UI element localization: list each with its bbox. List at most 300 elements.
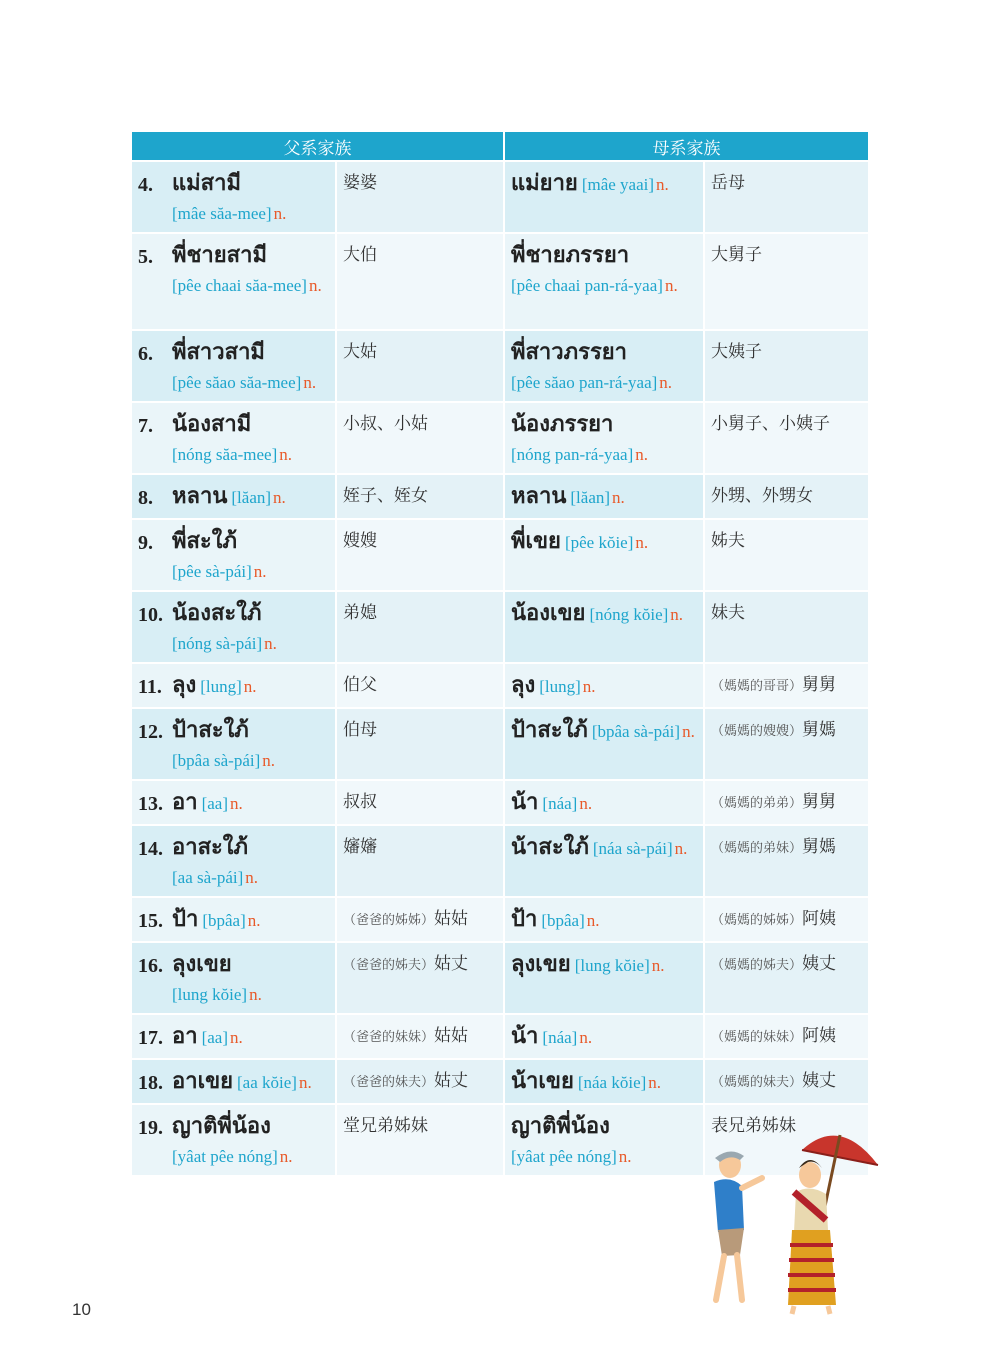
paternal-chinese-cell [337, 1058, 505, 1103]
table-row [132, 941, 868, 1013]
romanization: [aa kŏie] [237, 1073, 297, 1092]
part-of-speech: n. [648, 1073, 662, 1092]
thai-word: น้องเขย [511, 600, 586, 625]
thai-word: ญาติพี่น้อง [172, 1113, 271, 1138]
paternal-chinese-cell [337, 590, 505, 662]
thai-line [172, 409, 331, 442]
thai-line [511, 715, 699, 748]
maternal-chinese-cell [705, 329, 868, 401]
maternal-chinese-cell [705, 1013, 868, 1058]
table-row [132, 896, 868, 941]
chinese-term: 大舅子 [711, 245, 762, 264]
thai-line [511, 481, 699, 514]
maternal-thai-cell [505, 329, 705, 401]
thai-word: ป้า [511, 906, 538, 931]
entry-number: 10. [138, 604, 163, 626]
part-of-speech: n. [579, 794, 593, 813]
romanization: [bpâa sà-pái] [172, 751, 261, 770]
chinese-note: （媽媽的妹夫） [711, 1074, 803, 1089]
entry-text [172, 526, 331, 586]
romanization: [bpâa sà-pái] [591, 722, 681, 741]
chinese-term: 姑丈 [434, 1071, 469, 1090]
paternal-chinese-cell [337, 518, 505, 590]
chinese-term: 婆婆 [343, 173, 377, 192]
entry-text [172, 787, 331, 820]
chinese-term: 嫂嫂 [343, 531, 377, 550]
paternal-thai-cell [132, 1013, 337, 1058]
thai-word: น้าสะใภ้ [511, 834, 589, 859]
paternal-chinese-cell [337, 662, 505, 707]
maternal-thai-cell [505, 824, 705, 896]
romanization-line [172, 201, 331, 228]
thai-word: ลุง [172, 672, 197, 697]
chinese-term: 姑姑 [434, 1026, 469, 1045]
maternal-chinese-cell [705, 941, 868, 1013]
entry-text [172, 904, 331, 937]
thai-word: ป้าสะใภ้ [511, 717, 588, 742]
thai-word: ป้า [172, 906, 199, 931]
part-of-speech: n. [664, 276, 678, 295]
romanization-line [511, 442, 699, 469]
romanization-line [172, 748, 331, 775]
thai-line [172, 949, 331, 982]
entry-number: 6. [138, 343, 153, 365]
part-of-speech: n. [674, 839, 688, 858]
paternal-chinese-cell [337, 1103, 505, 1175]
table-row [132, 779, 868, 824]
entry-number: 9. [138, 532, 153, 554]
paternal-thai-cell [132, 896, 337, 941]
romanization: [aa] [201, 1028, 228, 1047]
entry-number: 13. [138, 793, 163, 815]
paternal-thai-cell [132, 662, 337, 707]
thai-line [172, 598, 331, 631]
romanization: [bpâa] [202, 911, 246, 930]
entry-wrapper [138, 526, 331, 586]
romanization: [nóng sà-pái] [172, 634, 263, 653]
romanization: [lung kŏie] [574, 956, 650, 975]
chinese-term: 伯母 [343, 720, 377, 739]
thai-word: พี่สาวภรรยา [511, 339, 628, 364]
chinese-term: 姨丈 [802, 954, 837, 973]
thai-word: น้องภรรยา [511, 411, 614, 436]
chinese-term: 伯父 [343, 675, 377, 694]
entry-wrapper [138, 904, 331, 937]
entry-text [172, 715, 331, 775]
part-of-speech: n. [298, 1073, 312, 1092]
vocabulary-table [132, 132, 868, 1175]
part-of-speech: n. [635, 445, 648, 464]
thai-line [511, 904, 699, 937]
entry-number: 18. [138, 1072, 163, 1094]
part-of-speech: n. [308, 276, 322, 295]
chinese-term: 表兄弟姊妹 [711, 1116, 796, 1135]
paternal-chinese-cell [337, 941, 505, 1013]
paternal-chinese-cell [337, 160, 505, 232]
chinese-note: （爸爸的姊姊） [343, 912, 435, 927]
entry-number: 7. [138, 415, 153, 437]
entry-number: 16. [138, 955, 163, 977]
chinese-note: （媽媽的弟弟） [711, 795, 803, 810]
romanization: [pêe chaai pan-rá-yaa] [511, 276, 663, 295]
thai-line [511, 337, 699, 370]
entry-text [172, 1021, 331, 1054]
romanization: [yâat pêe nóng] [172, 1147, 278, 1166]
romanization: [nóng săa-mee] [172, 445, 278, 464]
thai-word: ลุงเขย [511, 951, 571, 976]
chinese-term: 岳母 [711, 173, 745, 192]
part-of-speech: n. [279, 1147, 293, 1166]
paternal-thai-cell [132, 824, 337, 896]
romanization: [aa sà-pái] [172, 868, 244, 887]
part-of-speech: n. [618, 1147, 632, 1166]
part-of-speech: n. [303, 373, 317, 392]
romanization: [nóng pan-rá-yaa] [511, 445, 634, 464]
romanization-line [172, 442, 331, 469]
entry-wrapper [138, 1021, 331, 1054]
thai-line [511, 526, 699, 559]
table-row [132, 1058, 868, 1103]
entry-wrapper [138, 670, 331, 703]
romanization-line [172, 865, 331, 892]
maternal-chinese-cell [705, 473, 868, 518]
chinese-term: 小叔、小姑 [343, 414, 428, 433]
chinese-term: 小舅子、小姨子 [711, 414, 830, 433]
thai-line [172, 1066, 331, 1099]
paternal-chinese-cell [337, 473, 505, 518]
chinese-term: 嬸嬸 [343, 837, 377, 856]
chinese-term: 姑丈 [434, 954, 469, 973]
table-row [132, 473, 868, 518]
entry-number: 5. [138, 246, 153, 268]
table-row [132, 590, 868, 662]
chinese-term: 大姨子 [711, 342, 762, 361]
thai-line [172, 337, 331, 370]
paternal-chinese-cell [337, 329, 505, 401]
romanization: [náa] [542, 794, 578, 813]
maternal-chinese-cell [705, 707, 868, 779]
entry-number: 11. [138, 676, 162, 698]
entry-text [172, 337, 331, 397]
paternal-thai-cell [132, 779, 337, 824]
chinese-term: 外甥、外甥女 [711, 486, 813, 505]
maternal-thai-cell [505, 473, 705, 518]
table-row [132, 160, 868, 232]
part-of-speech: n. [279, 445, 293, 464]
entry-number: 17. [138, 1027, 163, 1049]
thai-word: แม่สามี [172, 170, 241, 195]
thai-word: น้าเขย [511, 1068, 574, 1093]
paternal-thai-cell [132, 473, 337, 518]
thai-word: น้องสามี [172, 411, 252, 436]
thai-line [172, 240, 331, 273]
thai-word: หลาน [172, 483, 228, 508]
part-of-speech: n. [682, 722, 695, 741]
romanization: [mâe yaai] [581, 175, 655, 194]
thai-line [511, 787, 699, 820]
chinese-term: 阿姨 [802, 909, 837, 928]
part-of-speech: n. [635, 533, 649, 552]
chinese-term: 叔叔 [343, 792, 377, 811]
romanization: [náa sà-pái] [592, 839, 673, 858]
entry-wrapper [138, 715, 331, 775]
entry-text [172, 670, 331, 703]
romanization-line [172, 370, 331, 397]
part-of-speech: n. [586, 911, 600, 930]
chinese-term: 弟媳 [343, 603, 377, 622]
maternal-thai-cell [505, 707, 705, 779]
paternal-thai-cell [132, 941, 337, 1013]
maternal-chinese-cell [705, 1058, 868, 1103]
maternal-chinese-cell [705, 518, 868, 590]
romanization: [pêe sà-pái] [172, 562, 252, 581]
chinese-term: 舅舅 [802, 675, 837, 694]
paternal-chinese-cell [337, 779, 505, 824]
thai-line [172, 904, 331, 937]
romanization-line [511, 370, 699, 397]
part-of-speech: n. [656, 175, 669, 194]
paternal-chinese-cell [337, 824, 505, 896]
entry-text [172, 949, 331, 1009]
thai-word: พี่สะใภ้ [172, 528, 237, 553]
maternal-chinese-cell [705, 232, 868, 329]
chinese-note: （媽媽的弟妹） [711, 840, 803, 855]
thai-line [172, 1111, 331, 1144]
thai-line [511, 168, 699, 201]
chinese-term: 堂兄弟姊妹 [343, 1116, 428, 1135]
chinese-note: （爸爸的妹妹） [343, 1029, 435, 1044]
entry-wrapper [138, 168, 331, 228]
entry-number: 19. [138, 1117, 163, 1139]
romanization: [bpâa] [541, 911, 585, 930]
entry-text [172, 1066, 331, 1099]
paternal-chinese-cell [337, 232, 505, 329]
thai-word: พี่ชายสามี [172, 242, 267, 267]
romanization: [lung kŏie] [172, 985, 248, 1004]
thai-word: อา [172, 789, 198, 814]
header-maternal: 母系家族 [505, 132, 868, 160]
romanization: [yâat pêe nóng] [511, 1147, 617, 1166]
part-of-speech: n. [230, 794, 243, 813]
entry-wrapper [138, 949, 331, 1009]
romanization: [pêe săao pan-rá-yaa] [511, 373, 658, 392]
entry-wrapper [138, 787, 331, 820]
entry-wrapper [138, 337, 331, 397]
maternal-thai-cell [505, 401, 705, 473]
entry-number: 4. [138, 174, 153, 196]
table-row [132, 232, 868, 329]
romanization: [lung] [200, 677, 242, 696]
entry-text [172, 240, 331, 300]
maternal-thai-cell [505, 662, 705, 707]
chinese-term: 舅媽 [802, 720, 837, 739]
thai-line [172, 481, 331, 514]
table-row [132, 401, 868, 473]
thai-line [511, 670, 699, 703]
paternal-thai-cell [132, 160, 337, 232]
paternal-thai-cell [132, 518, 337, 590]
chinese-term: 妹夫 [711, 603, 745, 622]
part-of-speech: n. [230, 1028, 243, 1047]
thai-line [511, 832, 699, 865]
thai-line [172, 670, 331, 703]
maternal-chinese-cell [705, 401, 868, 473]
chinese-note: （媽媽的姊姊） [711, 912, 803, 927]
thai-word: ป้าสะใภ้ [172, 717, 249, 742]
thai-line [511, 949, 699, 982]
thai-line [172, 832, 331, 865]
romanization-line [172, 1144, 331, 1171]
table-body [132, 160, 868, 1175]
entry-wrapper [138, 481, 331, 514]
chinese-note: （媽媽的妹妹） [711, 1029, 803, 1044]
thai-line [172, 715, 331, 748]
thai-word: แม่ยาย [511, 170, 578, 195]
romanization-line [172, 631, 331, 658]
thai-word: อาสะใภ้ [172, 834, 249, 859]
maternal-chinese-cell [705, 662, 868, 707]
chinese-note: （爸爸的姊夫） [343, 957, 435, 972]
paternal-thai-cell [132, 401, 337, 473]
chinese-term: 阿姨 [802, 1026, 837, 1045]
part-of-speech: n. [264, 634, 277, 653]
chinese-term: 舅媽 [802, 837, 837, 856]
entry-number: 8. [138, 487, 153, 509]
thai-word: พี่เขย [511, 528, 561, 553]
romanization-line [172, 982, 331, 1009]
part-of-speech: n. [243, 677, 257, 696]
romanization: [pêe kŏie] [564, 533, 634, 552]
part-of-speech: n. [273, 488, 286, 507]
chinese-note: （媽媽的嫂嫂） [711, 723, 803, 738]
part-of-speech: n. [249, 985, 262, 1004]
thai-line [172, 168, 331, 201]
part-of-speech: n. [670, 605, 684, 624]
paternal-chinese-cell [337, 401, 505, 473]
part-of-speech: n. [247, 911, 261, 930]
romanization: [aa] [201, 794, 228, 813]
maternal-thai-cell [505, 779, 705, 824]
romanization: [pêe săao săa-mee] [172, 373, 302, 392]
romanization: [lăan] [231, 488, 272, 507]
part-of-speech: n. [651, 956, 665, 975]
thai-line [511, 1066, 699, 1099]
thai-word: ญาติพี่น้อง [511, 1113, 610, 1138]
thai-line [172, 1021, 331, 1054]
entry-wrapper [138, 409, 331, 469]
thai-word: ลุง [511, 672, 536, 697]
romanization-line [172, 273, 331, 300]
entry-text [172, 598, 331, 658]
entry-wrapper [138, 598, 331, 658]
table-row [132, 707, 868, 779]
chinese-note: （爸爸的妹夫） [343, 1074, 435, 1089]
maternal-thai-cell [505, 941, 705, 1013]
thai-word: น้า [511, 789, 539, 814]
paternal-thai-cell [132, 1058, 337, 1103]
romanization: [lăan] [570, 488, 611, 507]
entry-wrapper [138, 240, 331, 300]
part-of-speech: n. [612, 488, 625, 507]
thai-word: พี่สาวสามี [172, 339, 265, 364]
part-of-speech: n. [262, 751, 276, 770]
part-of-speech: n. [245, 868, 259, 887]
romanization: [náa] [542, 1028, 578, 1047]
entry-number: 14. [138, 838, 163, 860]
maternal-chinese-cell [705, 160, 868, 232]
table-row [132, 662, 868, 707]
chinese-term: 大伯 [343, 245, 377, 264]
table-row [132, 329, 868, 401]
part-of-speech: n. [659, 373, 673, 392]
paternal-thai-cell [132, 707, 337, 779]
chinese-term: 舅舅 [802, 792, 837, 811]
paternal-thai-cell [132, 590, 337, 662]
part-of-speech: n. [273, 204, 287, 223]
paternal-chinese-cell [337, 896, 505, 941]
entry-wrapper [138, 1111, 331, 1171]
page-number: 10 [72, 1300, 91, 1319]
part-of-speech: n. [582, 677, 596, 696]
chinese-term: 大姑 [343, 342, 377, 361]
thai-line [172, 526, 331, 559]
maternal-thai-cell [505, 1013, 705, 1058]
man-figure [714, 1151, 762, 1300]
thai-line [511, 409, 699, 442]
paternal-thai-cell [132, 1103, 337, 1175]
romanization-line [511, 273, 699, 300]
entry-wrapper [138, 832, 331, 892]
entry-number: 15. [138, 910, 163, 932]
part-of-speech: n. [579, 1028, 593, 1047]
entry-number: 12. [138, 721, 163, 743]
maternal-chinese-cell [705, 590, 868, 662]
maternal-chinese-cell [705, 779, 868, 824]
romanization-line [172, 559, 331, 586]
paternal-chinese-cell [337, 707, 505, 779]
thai-line [511, 598, 699, 631]
thai-word: ลุงเขย [172, 951, 232, 976]
romanization: [pêe chaai săa-mee] [172, 276, 307, 295]
entry-text [172, 1111, 331, 1171]
chinese-term: 姊夫 [711, 531, 745, 550]
thai-line [511, 240, 699, 273]
chinese-note: （媽媽的姊夫） [711, 957, 803, 972]
maternal-thai-cell [505, 1058, 705, 1103]
thai-line [172, 787, 331, 820]
maternal-chinese-cell [705, 824, 868, 896]
table-row [132, 518, 868, 590]
entry-text [172, 481, 331, 514]
paternal-thai-cell [132, 232, 337, 329]
romanization: [nóng kŏie] [589, 605, 669, 624]
maternal-chinese-cell [705, 896, 868, 941]
thai-word: หลาน [511, 483, 567, 508]
entry-text [172, 168, 331, 228]
thai-word: น้องสะใภ้ [172, 600, 262, 625]
paternal-thai-cell [132, 329, 337, 401]
chinese-note: （媽媽的哥哥） [711, 678, 803, 693]
entry-wrapper [138, 1066, 331, 1099]
thai-couple-illustration [670, 1120, 890, 1320]
header-paternal: 父系家族 [132, 132, 505, 160]
thai-word: น้า [511, 1023, 539, 1048]
chinese-term: 姑姑 [434, 909, 469, 928]
paternal-chinese-cell [337, 1013, 505, 1058]
chinese-term: 姪子、姪女 [343, 486, 428, 505]
table-row [132, 1013, 868, 1058]
thai-word: พี่ชายภรรยา [511, 242, 630, 267]
